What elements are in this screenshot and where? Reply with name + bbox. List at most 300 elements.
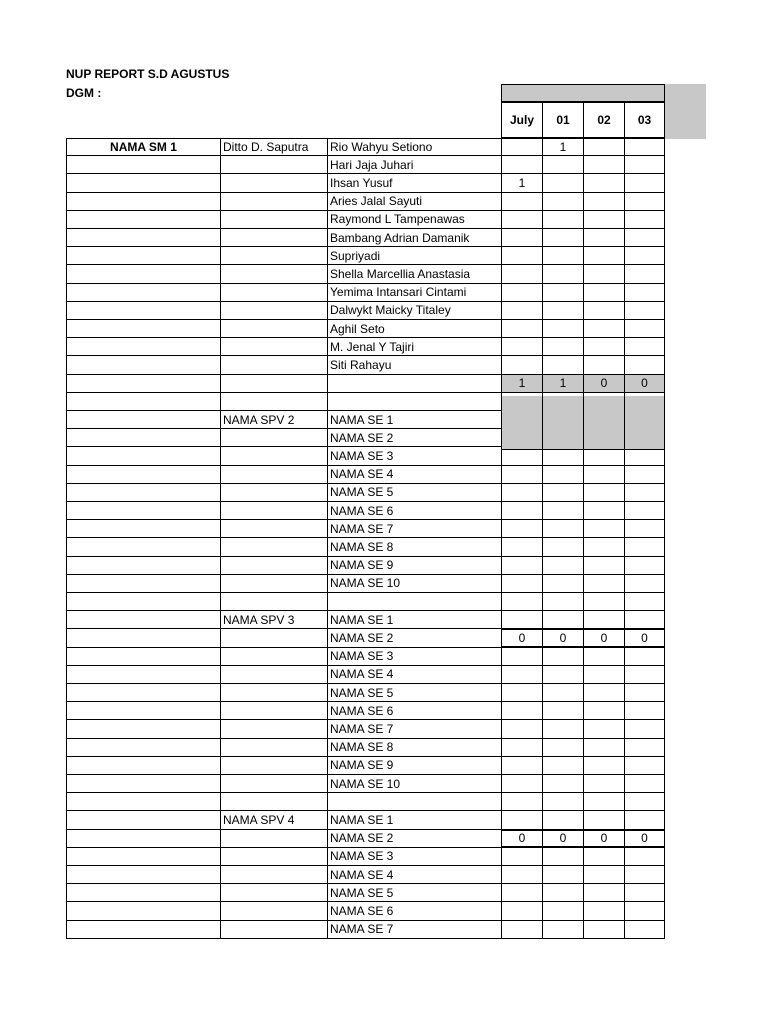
july-cell	[501, 520, 542, 538]
col03-cell	[624, 811, 665, 829]
col01-cell	[542, 156, 583, 174]
col02-cell: 0	[583, 375, 624, 393]
spv-cell	[220, 720, 327, 738]
column-header-01: 01	[542, 102, 583, 138]
sm-cell	[66, 466, 220, 484]
spv-cell	[220, 247, 327, 265]
spv-cell	[220, 866, 327, 884]
sm-cell	[66, 757, 220, 775]
column-header-03: 03	[624, 102, 665, 138]
col01-cell	[542, 884, 583, 902]
se-name-cell: NAMA SE 4	[327, 466, 501, 484]
spv-cell	[220, 629, 327, 647]
table-row	[66, 557, 665, 575]
july-cell	[501, 921, 542, 939]
sm-cell	[66, 429, 220, 447]
table-row	[66, 593, 665, 611]
table-row	[66, 702, 665, 720]
sm-cell	[66, 484, 220, 502]
se-name-cell: NAMA SE 8	[327, 739, 501, 757]
se-name-cell: NAMA SE 2	[327, 429, 501, 447]
col02-cell	[583, 902, 624, 920]
july-cell	[501, 739, 542, 757]
spv-cell	[220, 684, 327, 702]
side-shade	[665, 84, 706, 139]
col03-cell	[624, 156, 665, 174]
col03-cell	[624, 356, 665, 374]
sm-cell	[66, 702, 220, 720]
se-name-cell: NAMA SE 1	[327, 411, 501, 429]
sm-cell	[66, 265, 220, 283]
col01-cell: 1	[542, 375, 583, 393]
col01-cell	[542, 775, 583, 793]
table-row	[66, 611, 665, 629]
spv-cell	[220, 575, 327, 593]
july-cell	[501, 338, 542, 356]
col02-cell	[583, 557, 624, 575]
col02-cell	[583, 884, 624, 902]
se-name-cell: Supriyadi	[327, 247, 501, 265]
july-cell	[501, 447, 542, 465]
col01-cell	[542, 739, 583, 757]
col03-cell	[624, 921, 665, 939]
table-row	[66, 284, 665, 302]
spv-cell	[220, 338, 327, 356]
col02-cell	[583, 466, 624, 484]
col03-cell	[624, 302, 665, 320]
se-name-cell	[327, 393, 501, 411]
july-cell	[501, 211, 542, 229]
table-row	[66, 356, 665, 374]
se-name-cell: NAMA SE 5	[327, 484, 501, 502]
july-cell	[501, 557, 542, 575]
col01-cell	[542, 320, 583, 338]
se-name-cell: Aghil Seto	[327, 320, 501, 338]
july-cell	[501, 484, 542, 502]
spv-cell: NAMA SPV 3	[220, 611, 327, 629]
spv2-shaded-block	[501, 396, 665, 450]
spv-cell	[220, 884, 327, 902]
col03-cell	[624, 611, 665, 629]
table-row	[66, 811, 665, 829]
july-cell	[501, 811, 542, 829]
column-header-july: July	[501, 102, 542, 138]
se-name-cell: NAMA SE 1	[327, 611, 501, 629]
table-row	[66, 247, 665, 265]
col03-cell	[624, 720, 665, 738]
sm-cell	[66, 538, 220, 556]
col01-cell	[542, 593, 583, 611]
table-row	[66, 575, 665, 593]
column-header-row	[501, 102, 665, 138]
col01-cell	[542, 502, 583, 520]
col02-cell	[583, 338, 624, 356]
table-row	[66, 265, 665, 283]
se-name-cell: NAMA SE 1	[327, 811, 501, 829]
july-cell	[501, 356, 542, 374]
july-cell	[501, 593, 542, 611]
table-row	[66, 666, 665, 684]
se-name-cell: NAMA SE 10	[327, 775, 501, 793]
spv-cell	[220, 502, 327, 520]
spv-cell	[220, 393, 327, 411]
col02-cell	[583, 720, 624, 738]
july-cell: 0	[501, 830, 542, 848]
sm-cell	[66, 720, 220, 738]
spv-cell	[220, 229, 327, 247]
se-name-cell: Raymond L Tampenawas	[327, 211, 501, 229]
july-cell	[501, 247, 542, 265]
sm-cell	[66, 193, 220, 211]
july-cell	[501, 611, 542, 629]
se-name-cell: Dalwykt Maicky Titaley	[327, 302, 501, 320]
col03-cell	[624, 502, 665, 520]
spv-cell	[220, 174, 327, 192]
table-row	[66, 375, 665, 393]
col02-cell: 0	[583, 830, 624, 848]
spv-cell	[220, 265, 327, 283]
table-row	[66, 720, 665, 738]
sm-cell	[66, 593, 220, 611]
se-name-cell: NAMA SE 9	[327, 757, 501, 775]
sm-cell	[66, 739, 220, 757]
se-name-cell: NAMA SE 2	[327, 629, 501, 647]
spv-cell	[220, 593, 327, 611]
col01-cell: 0	[542, 629, 583, 647]
col01-cell	[542, 538, 583, 556]
col01-cell	[542, 902, 583, 920]
col02-cell	[583, 611, 624, 629]
table-row	[66, 193, 665, 211]
july-cell	[501, 757, 542, 775]
spv-cell	[220, 666, 327, 684]
july-cell: 1	[501, 174, 542, 192]
se-name-cell: Siti Rahayu	[327, 356, 501, 374]
table-row	[66, 320, 665, 338]
spv-cell: NAMA SPV 2	[220, 411, 327, 429]
col02-cell	[583, 757, 624, 775]
table-row	[66, 484, 665, 502]
se-name-cell: NAMA SE 9	[327, 557, 501, 575]
july-cell	[501, 193, 542, 211]
col02-cell	[583, 520, 624, 538]
sm-cell	[66, 247, 220, 265]
sm-cell	[66, 520, 220, 538]
col03-cell	[624, 247, 665, 265]
july-cell	[501, 720, 542, 738]
col03-cell	[624, 684, 665, 702]
se-name-cell: NAMA SE 10	[327, 575, 501, 593]
sm-cell	[66, 848, 220, 866]
spv-cell	[220, 830, 327, 848]
table-row	[66, 629, 665, 647]
se-name-cell: Rio Wahyu Setiono	[327, 138, 501, 156]
sm-cell	[66, 884, 220, 902]
col03-cell: 0	[624, 629, 665, 647]
se-name-cell: NAMA SE 5	[327, 684, 501, 702]
spv-cell	[220, 429, 327, 447]
col01-cell	[542, 193, 583, 211]
july-cell	[501, 648, 542, 666]
col03-cell	[624, 848, 665, 866]
table-row	[66, 338, 665, 356]
col03-cell	[624, 757, 665, 775]
col03-cell	[624, 320, 665, 338]
col01-cell	[542, 720, 583, 738]
se-name-cell: Bambang Adrian Damanik	[327, 229, 501, 247]
col03-cell	[624, 884, 665, 902]
sm-cell	[66, 338, 220, 356]
col02-cell	[583, 666, 624, 684]
col02-cell	[583, 229, 624, 247]
col02-cell	[583, 138, 624, 156]
table-row	[66, 739, 665, 757]
july-cell	[501, 502, 542, 520]
spv-cell	[220, 375, 327, 393]
sm-cell	[66, 666, 220, 684]
spv-cell	[220, 484, 327, 502]
col02-cell	[583, 684, 624, 702]
col03-cell	[624, 138, 665, 156]
sm-cell	[66, 866, 220, 884]
col01-cell	[542, 484, 583, 502]
dgm-label: DGM :	[66, 86, 102, 100]
col01-cell	[542, 356, 583, 374]
se-name-cell: NAMA SE 6	[327, 702, 501, 720]
column-header-02: 02	[583, 102, 624, 138]
table-row	[66, 848, 665, 866]
spv-cell	[220, 848, 327, 866]
se-name-cell	[327, 375, 501, 393]
col02-cell	[583, 320, 624, 338]
table-row	[66, 902, 665, 920]
col01-cell	[542, 284, 583, 302]
table-row	[66, 502, 665, 520]
col03-cell	[624, 702, 665, 720]
spv-cell	[220, 538, 327, 556]
sm-cell	[66, 393, 220, 411]
se-name-cell	[327, 793, 501, 811]
july-cell: 0	[501, 629, 542, 647]
col02-cell	[583, 502, 624, 520]
col01-cell	[542, 866, 583, 884]
july-cell	[501, 902, 542, 920]
sm-cell	[66, 284, 220, 302]
se-name-cell: NAMA SE 3	[327, 848, 501, 866]
table-row	[66, 520, 665, 538]
july-cell: 1	[501, 375, 542, 393]
col03-cell	[624, 902, 665, 920]
col02-cell: 0	[583, 629, 624, 647]
col01-cell	[542, 611, 583, 629]
col02-cell	[583, 211, 624, 229]
shaded-cell	[624, 396, 665, 450]
col01-cell	[542, 338, 583, 356]
se-name-cell: NAMA SE 4	[327, 866, 501, 884]
spv-cell	[220, 902, 327, 920]
se-name-cell: NAMA SE 7	[327, 520, 501, 538]
table-row	[66, 775, 665, 793]
table-row	[66, 538, 665, 556]
col03-cell	[624, 666, 665, 684]
sm-cell	[66, 611, 220, 629]
col03-cell	[624, 775, 665, 793]
col02-cell	[583, 921, 624, 939]
spv-cell	[220, 739, 327, 757]
col03-cell	[624, 866, 665, 884]
july-cell	[501, 684, 542, 702]
col02-cell	[583, 484, 624, 502]
col02-cell	[583, 575, 624, 593]
sm-cell	[66, 775, 220, 793]
se-name-cell: Yemima Intansari Cintami	[327, 284, 501, 302]
se-name-cell: NAMA SE 5	[327, 884, 501, 902]
spv-cell	[220, 702, 327, 720]
sm-cell	[66, 793, 220, 811]
sm-cell	[66, 648, 220, 666]
se-name-cell: NAMA SE 6	[327, 902, 501, 920]
spv-cell	[220, 775, 327, 793]
col02-cell	[583, 739, 624, 757]
spv-cell	[220, 156, 327, 174]
table-row	[66, 156, 665, 174]
col01-cell	[542, 211, 583, 229]
col03-cell: 0	[624, 830, 665, 848]
col03-cell	[624, 538, 665, 556]
sm-cell	[66, 902, 220, 920]
spv-cell	[220, 648, 327, 666]
sm-cell	[66, 356, 220, 374]
shaded-cell	[501, 396, 542, 450]
table-row	[66, 830, 665, 848]
july-cell	[501, 702, 542, 720]
col03-cell	[624, 739, 665, 757]
sm-cell	[66, 447, 220, 465]
table-row	[66, 757, 665, 775]
col02-cell	[583, 174, 624, 192]
july-cell	[501, 320, 542, 338]
col01-cell	[542, 921, 583, 939]
col01-cell	[542, 666, 583, 684]
se-name-cell: NAMA SE 3	[327, 648, 501, 666]
col02-cell	[583, 156, 624, 174]
col01-cell	[542, 648, 583, 666]
spv-cell	[220, 466, 327, 484]
col03-cell	[624, 193, 665, 211]
table-row	[66, 466, 665, 484]
se-name-cell: NAMA SE 8	[327, 538, 501, 556]
col02-cell	[583, 193, 624, 211]
col01-cell: 0	[542, 830, 583, 848]
july-cell	[501, 466, 542, 484]
col03-cell	[624, 557, 665, 575]
col01-cell	[542, 793, 583, 811]
table-row	[66, 229, 665, 247]
col03-cell	[624, 229, 665, 247]
col03-cell	[624, 338, 665, 356]
july-cell	[501, 775, 542, 793]
col01-cell	[542, 702, 583, 720]
col02-cell	[583, 866, 624, 884]
spv-cell	[220, 793, 327, 811]
col01-cell	[542, 684, 583, 702]
july-cell	[501, 265, 542, 283]
col03-cell	[624, 575, 665, 593]
sm-cell	[66, 211, 220, 229]
july-cell	[501, 229, 542, 247]
table-row	[66, 684, 665, 702]
col01-cell: 1	[542, 138, 583, 156]
july-cell	[501, 284, 542, 302]
sm-cell	[66, 557, 220, 575]
col02-cell	[583, 702, 624, 720]
table-row	[66, 302, 665, 320]
sm-cell	[66, 375, 220, 393]
july-cell	[501, 575, 542, 593]
col03-cell	[624, 265, 665, 283]
july-cell	[501, 302, 542, 320]
table-row	[66, 211, 665, 229]
july-cell	[501, 793, 542, 811]
spv-cell	[220, 557, 327, 575]
report-title: NUP REPORT S.D AGUSTUS	[66, 67, 230, 81]
spv-cell	[220, 320, 327, 338]
col02-cell	[583, 848, 624, 866]
col01-cell	[542, 302, 583, 320]
col01-cell	[542, 466, 583, 484]
se-name-cell: NAMA SE 2	[327, 830, 501, 848]
spv-cell	[220, 520, 327, 538]
col01-cell	[542, 575, 583, 593]
table-row	[66, 138, 665, 156]
col02-cell	[583, 538, 624, 556]
col02-cell	[583, 648, 624, 666]
july-cell	[501, 884, 542, 902]
col03-cell	[624, 466, 665, 484]
se-name-cell: Aries Jalal Sayuti	[327, 193, 501, 211]
col03-cell	[624, 793, 665, 811]
col03-cell	[624, 211, 665, 229]
se-name-cell	[327, 593, 501, 611]
spv-cell	[220, 302, 327, 320]
table-row	[66, 648, 665, 666]
july-cell	[501, 866, 542, 884]
col03-cell	[624, 447, 665, 465]
se-name-cell: NAMA SE 6	[327, 502, 501, 520]
se-name-cell: NAMA SE 7	[327, 921, 501, 939]
table-row	[66, 921, 665, 939]
col02-cell	[583, 811, 624, 829]
table-row	[66, 447, 665, 465]
sm-cell	[66, 502, 220, 520]
col01-cell	[542, 265, 583, 283]
sm-cell	[66, 811, 220, 829]
col01-cell	[542, 174, 583, 192]
sm-cell: NAMA SM 1	[66, 138, 220, 156]
col02-cell	[583, 793, 624, 811]
july-cell	[501, 848, 542, 866]
col01-cell	[542, 447, 583, 465]
col01-cell	[542, 557, 583, 575]
header-band	[501, 84, 665, 102]
july-cell	[501, 138, 542, 156]
col01-cell	[542, 811, 583, 829]
se-name-cell: Shella Marcellia Anastasia	[327, 265, 501, 283]
spv-cell	[220, 284, 327, 302]
col03-cell	[624, 520, 665, 538]
col02-cell	[583, 284, 624, 302]
sm-cell	[66, 156, 220, 174]
